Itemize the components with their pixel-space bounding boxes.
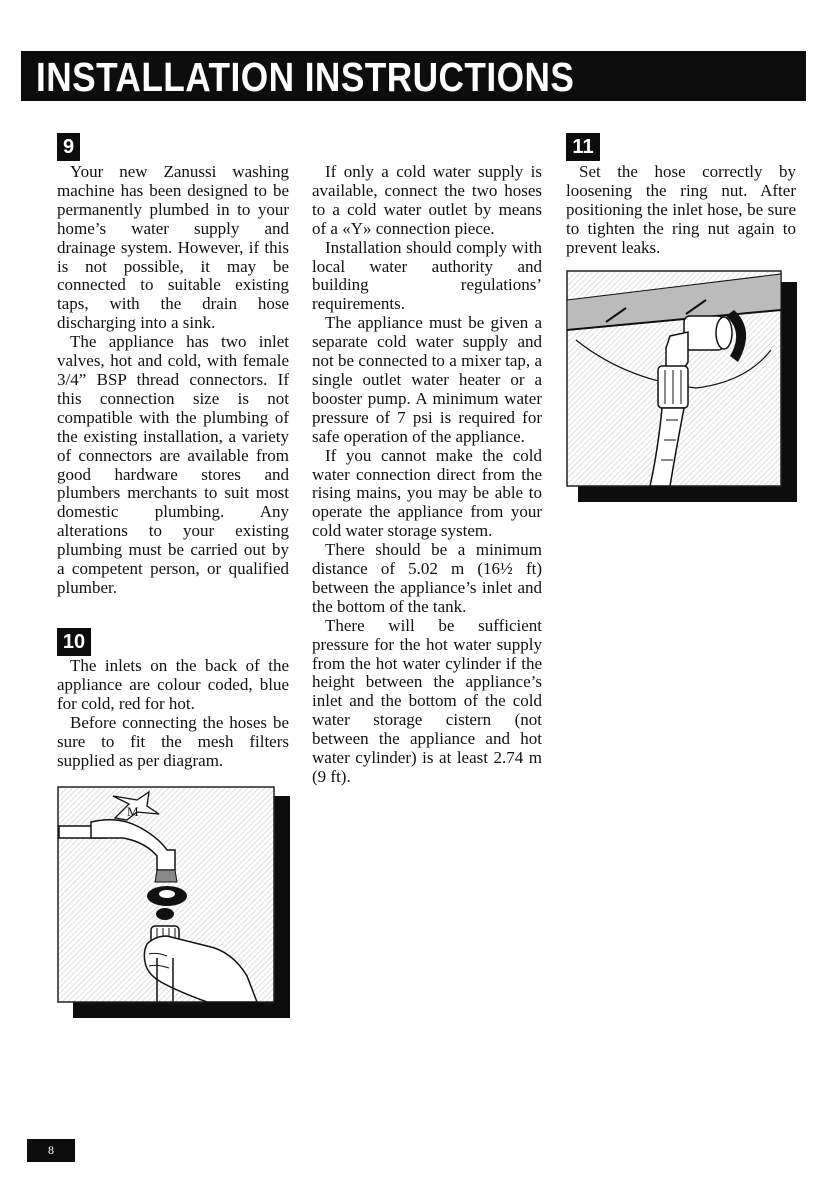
- paragraph: There should be a minimum distance of 5.02 m (16½ ft) between the appliance’s inlet and the bottom of the tank.: [312, 540, 542, 616]
- paragraph: Before connecting the hoses be sure to fit the mesh filters supplied as per diagram.: [57, 712, 289, 770]
- section-10-text: [57, 657, 289, 770]
- ring-nut-diagram: [566, 270, 797, 502]
- step-9-badge: 9: [57, 133, 80, 161]
- svg-text:M: M: [127, 804, 139, 819]
- paragraph: The inlets on the back of the appliance are colour coded, blue for cold, red for hot.: [57, 656, 289, 713]
- mesh-filter-diagram: [57, 786, 290, 1018]
- section-11-text: [566, 163, 796, 258]
- paragraph: There will be sufficient pressure for the hot water supply from the hot water cylinder if the height between the appliance’s inlet and the bottom of the cold water storage cistern (not between the appliance and hot water cylinder) is at least 2.74 m (9 ft).: [312, 615, 542, 786]
- paragraph: The appliance has two inlet valves, hot and cold, with female 3/4” BSP thread connectors. If this connection size is not compatible with the plumbing of the existing installation, a variety of connectors are available from good hardware stores and plumbers merchants to suit most domestic plumbing. Any alterations to your existing plumbing must be carried out by a competent person, or qualified plumber.: [57, 332, 289, 597]
- step-10-badge: 10: [57, 628, 91, 656]
- step-11-badge: 11: [566, 133, 600, 161]
- paragraph: Installation should comply with local water authority and building regulations’ requirements.: [312, 237, 542, 314]
- paragraph: If only a cold water supply is available, connect the two hoses to a cold water outlet by means of a «Y» connection piece.: [312, 162, 542, 238]
- paragraph: Your new Zanussi washing machine has been designed to be permanently plumbed in to your home’s water supply and drainage system. However, if this is not possible, it may be connected to suitable existing taps, with the drain hose discharging into a sink.: [57, 162, 289, 333]
- paragraph: If you cannot make the cold water connection direct from the rising mains, you may be able to operate the appliance from your cold water storage system.: [312, 445, 542, 541]
- page-number: 8: [27, 1139, 75, 1162]
- section-9-text: [57, 163, 289, 598]
- page-title: INSTALLATION INSTRUCTIONS: [36, 54, 575, 100]
- cold-supply-text: [312, 163, 542, 787]
- paragraph: Set the hose correctly by loosening the ring nut. After positioning the inlet hose, be sure to tighten the ring nut again to prevent leaks.: [566, 162, 796, 257]
- paragraph: The appliance must be given a separate cold water supply and not be connected to a mixer tap, a single outlet water heater or a booster pump. A minimum water pressure of 7 psi is required for safe operation of the appliance.: [312, 313, 542, 446]
